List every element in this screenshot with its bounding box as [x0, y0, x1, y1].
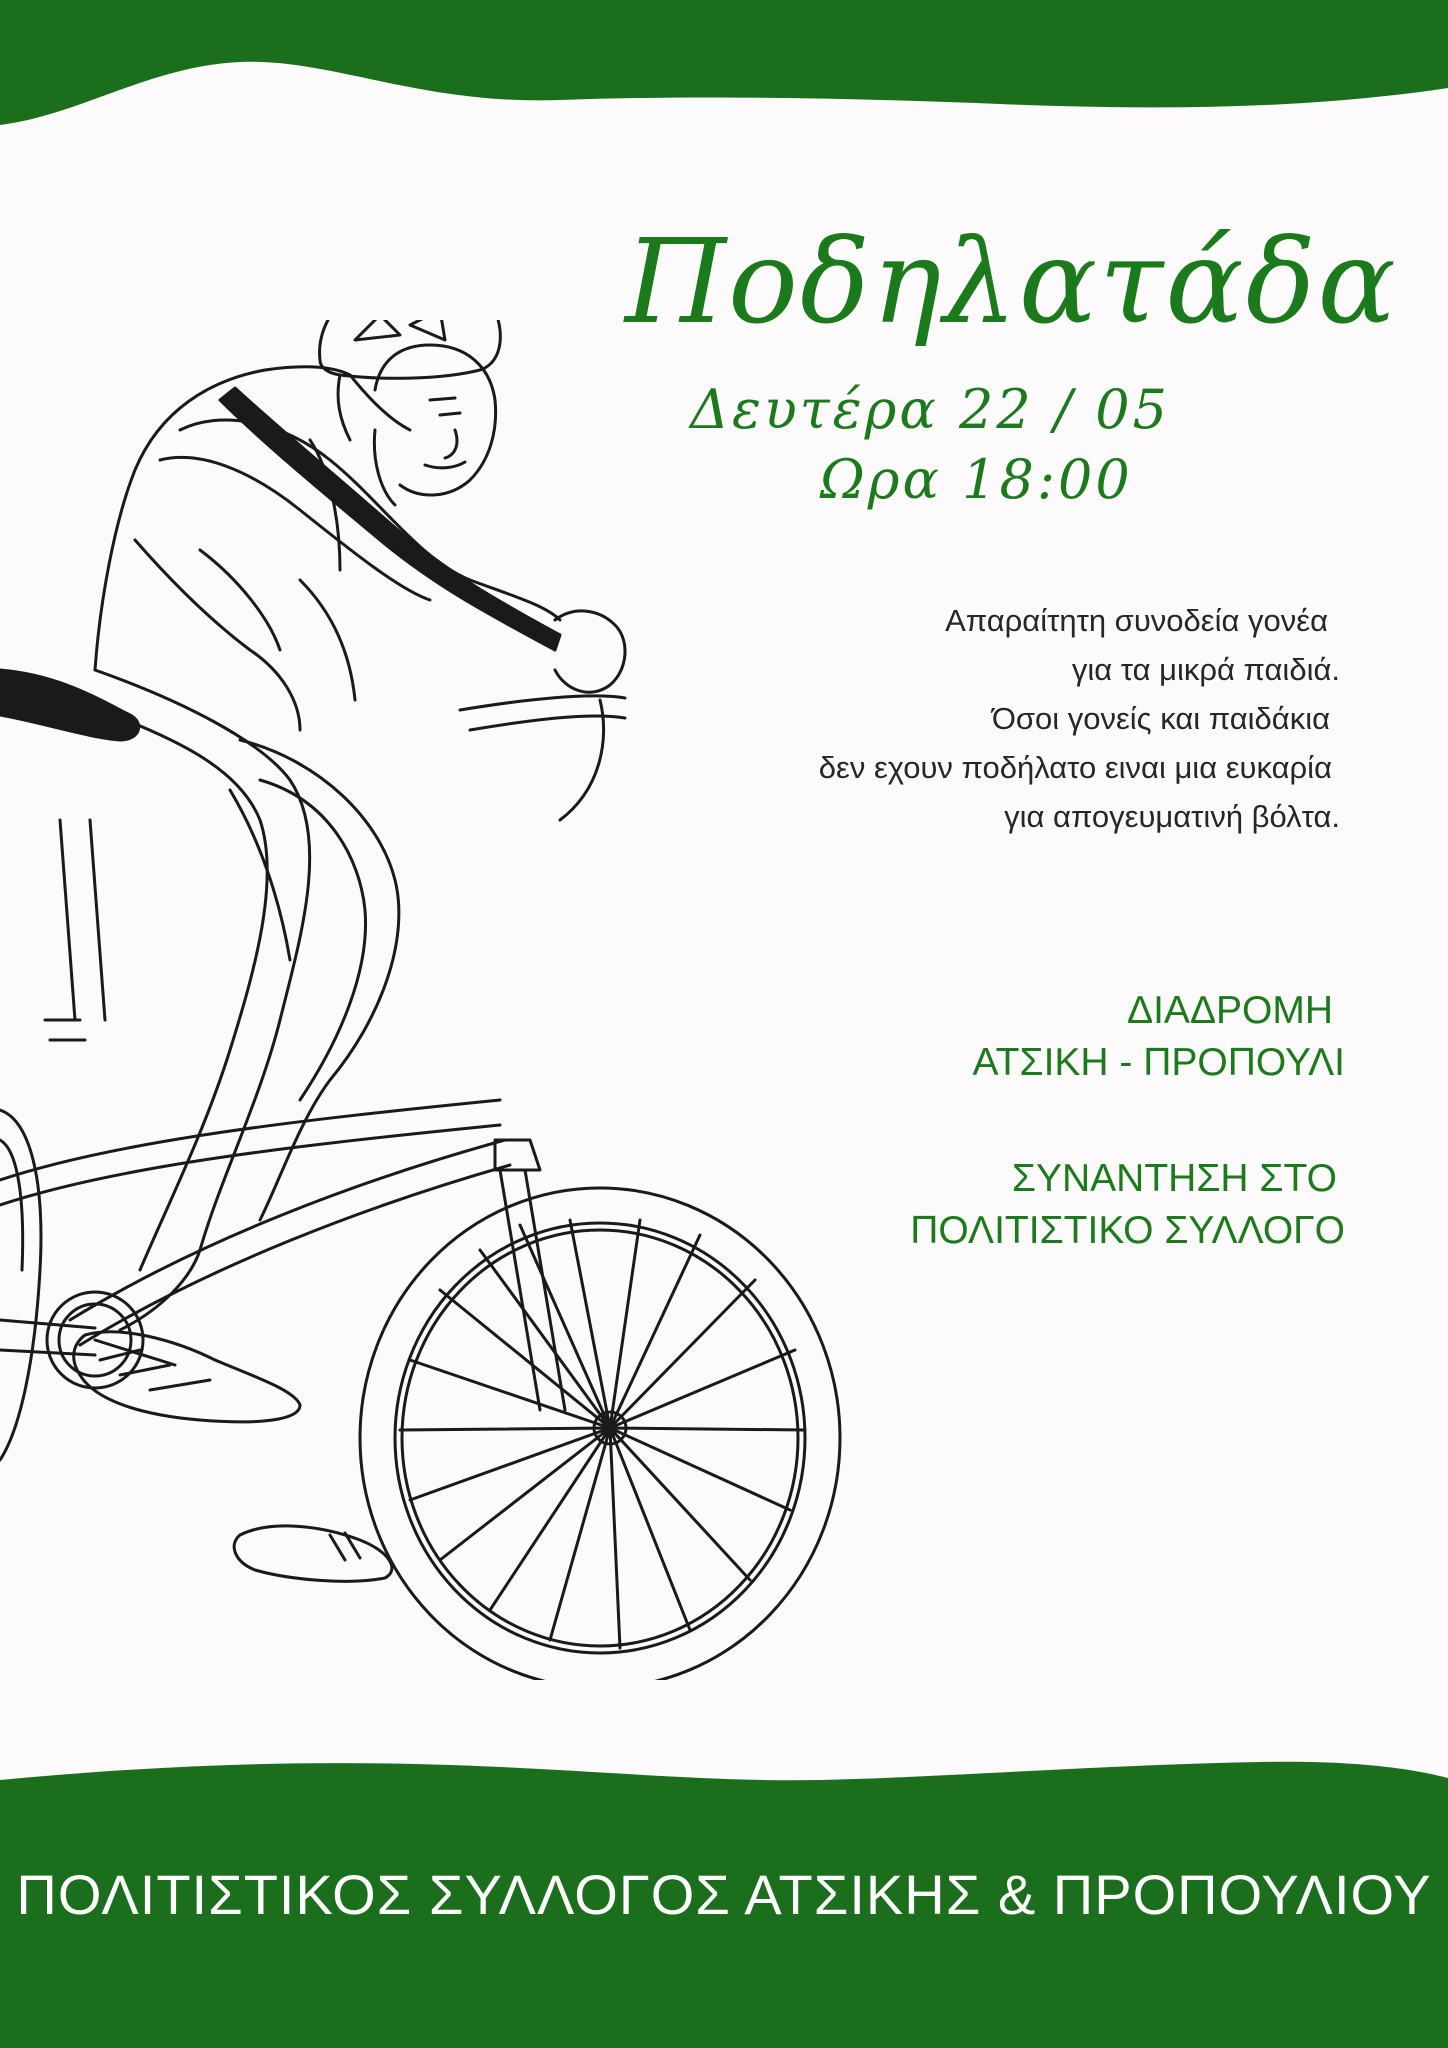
- meeting-heading: ΣΥΝΑΝΤΗΣΗ ΣΤΟ: [1011, 1157, 1337, 1200]
- note-line: δεν εχουν ποδήλατο ειναι μια ευκαρία: [818, 750, 1332, 785]
- meeting-value: ΠΟΛΙΤΙΣΤΙΚΟ ΣΥΛΛΟΓΟ: [910, 1209, 1345, 1252]
- cyclist-illustration: [0, 320, 880, 1680]
- rider-hand: [555, 611, 625, 692]
- note-line: Απαραίτητη συνοδεία γονέα: [945, 603, 1328, 638]
- meeting-info: [760, 1153, 1345, 1257]
- front-wheel: [360, 1188, 840, 1680]
- rider-helmet: [320, 320, 501, 440]
- note-line: για τα μικρά παιδιά.: [1071, 652, 1340, 687]
- note-line: Όσοι γονείς και παιδάκια: [991, 701, 1330, 736]
- event-datetime: [690, 375, 1250, 515]
- handlebar: [460, 696, 625, 820]
- organizer-footer: ΠΟΛΙΤΙΣΤΙΚΟΣ ΣΥΛΛΟΓΟΣ ΑΤΣΙΚΗΣ & ΠΡΟΠΟΥΛΙΟΥ: [16, 1863, 1432, 1926]
- top-wave-banner: [0, 0, 1448, 130]
- event-date: Δευτέρα 22 / 05: [690, 378, 1170, 441]
- route-value: ΑΤΣΙΚΗ - ΠΡΟΠΟΥΛΙ: [972, 1041, 1345, 1084]
- rider-shoes: [74, 1332, 392, 1581]
- route-heading: ΔΙΑΔΡΟΜΗ: [1127, 989, 1333, 1032]
- event-time: Ωρα 18:00: [820, 448, 1133, 511]
- poster-title: Ποδηλατάδα: [625, 215, 1398, 350]
- rear-wheel: [0, 1110, 41, 1460]
- bike-frame: [0, 820, 510, 1355]
- rider-head: [374, 345, 495, 505]
- note-line: για απογευματινή βόλτα.: [1004, 799, 1340, 834]
- parent-note: [640, 596, 1340, 841]
- route-info: [760, 985, 1345, 1089]
- rider-jacket: [95, 367, 560, 730]
- saddle: [0, 670, 139, 740]
- front-fork: [495, 1140, 565, 1410]
